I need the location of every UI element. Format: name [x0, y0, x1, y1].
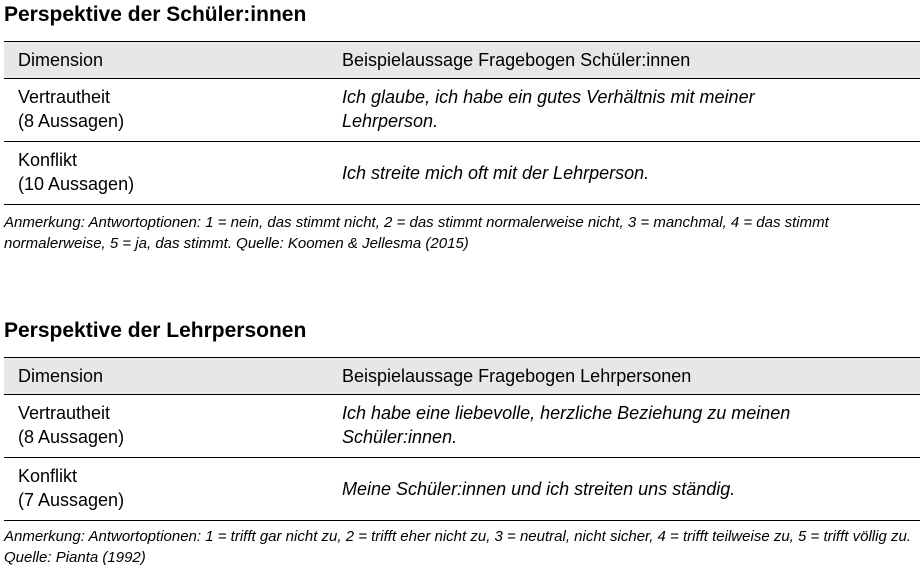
- statement-count: (8 Aussagen): [18, 427, 125, 447]
- dimension-name: Konflikt: [18, 466, 78, 486]
- header-dimension: Dimension: [18, 366, 104, 386]
- example-statement: Meine Schüler:innen und ich streiten uns ständig.: [342, 479, 736, 499]
- dimension-cell: [4, 458, 342, 520]
- dimension-name: Konflikt: [18, 150, 78, 170]
- statement-count: (10 Aussagen): [18, 174, 135, 194]
- dimension-cell: [4, 395, 342, 457]
- dimension-name: Vertrautheit: [18, 87, 111, 107]
- section-title: Perspektive der Schüler:innen: [4, 3, 307, 26]
- table-row: [4, 79, 920, 142]
- section-title: Perspektive der Lehrpersonen: [4, 319, 307, 342]
- table-row: [4, 142, 920, 205]
- table-row: [4, 458, 920, 521]
- table-header-row: [4, 42, 920, 79]
- table-students: [4, 41, 920, 205]
- dimension-cell: [4, 142, 342, 204]
- example-statement: Ich streite mich oft mit der Lehrperson.: [342, 163, 650, 183]
- header-dimension: Dimension: [18, 50, 104, 70]
- statement-count: (8 Aussagen): [18, 111, 125, 131]
- example-statement: Ich glaube, ich habe ein gutes Verhältnis mit meiner Lehrperson.: [342, 87, 755, 131]
- table-row: [4, 395, 920, 458]
- table-note: Anmerkung: Antwortoptionen: 1 = nein, das stimmt nicht, 2 = das stimmt normalerweise nicht, 3 = manchmal, 4 = das stimmt normalerweise, 5 = ja, das stimmt. Quelle: Koomen & Jellesma (2015): [4, 214, 829, 252]
- header-example: Beispielaussage Fragebogen Lehrpersonen: [342, 366, 692, 386]
- dimension-cell: [4, 79, 342, 141]
- table-note: Anmerkung: Antwortoptionen: 1 = trifft gar nicht zu, 2 = trifft eher nicht zu, 3 = neutral, nicht sicher, 4 = trifft teilweise zu, 5 = trifft völlig zu. Quelle: Pianta (1992): [4, 528, 911, 566]
- dimension-name: Vertrautheit: [18, 403, 111, 423]
- header-example: Beispielaussage Fragebogen Schüler:innen: [342, 50, 691, 70]
- example-statement: Ich habe eine liebevolle, herzliche Beziehung zu meinen Schüler:innen.: [342, 403, 791, 447]
- statement-count: (7 Aussagen): [18, 490, 125, 510]
- table-teachers: [4, 357, 920, 521]
- table-header-row: [4, 358, 920, 395]
